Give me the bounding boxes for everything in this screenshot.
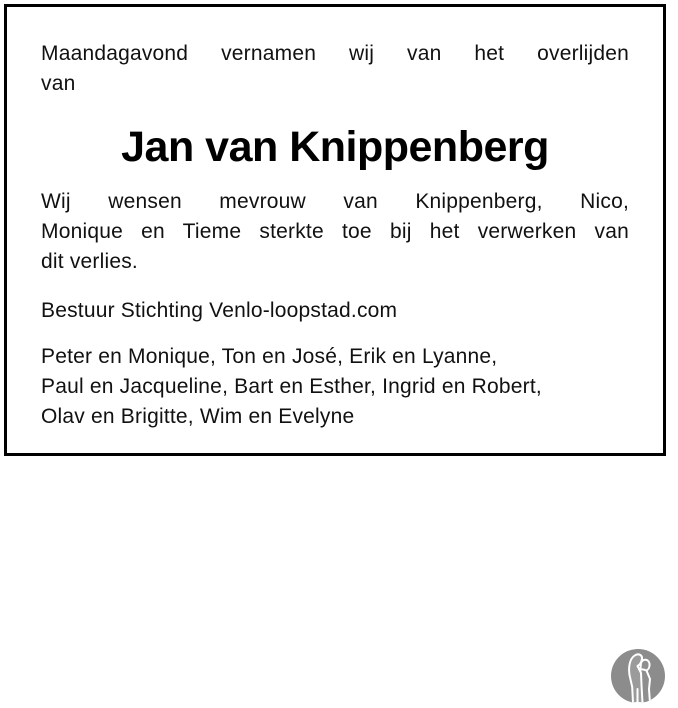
- deceased-name-title: Jan van Knippenberg: [121, 123, 549, 171]
- signatories-list: [41, 342, 629, 432]
- condolence-line-1: Wij wensen mevrouw van Knippenberg, Nico,: [41, 190, 629, 213]
- signatories-line-2: Paul en Jacqueline, Bart en Esther, Ingrid en Robert,: [41, 375, 542, 398]
- intro-text: [41, 39, 629, 99]
- death-notice-box: [4, 4, 666, 456]
- condolence-line-3: dit verlies.: [41, 250, 138, 273]
- embracing-figures-logo: [609, 647, 667, 705]
- intro-line-2: van: [41, 72, 76, 95]
- intro-line-1: Maandagavond vernamen wij van het overlijden: [41, 42, 629, 65]
- signatories-line-3: Olav en Brigitte, Wim en Evelyne: [41, 405, 355, 428]
- condolence-line-2: Monique en Tieme sterkte toe bij het verwerken van: [41, 220, 629, 243]
- signature-organisation: Bestuur Stichting Venlo-loopstad.com: [41, 299, 398, 322]
- signatories-line-1: Peter en Monique, Ton en José, Erik en Lyanne,: [41, 345, 498, 368]
- embracing-figures-icon: [609, 647, 667, 705]
- condolence-text: [41, 187, 629, 277]
